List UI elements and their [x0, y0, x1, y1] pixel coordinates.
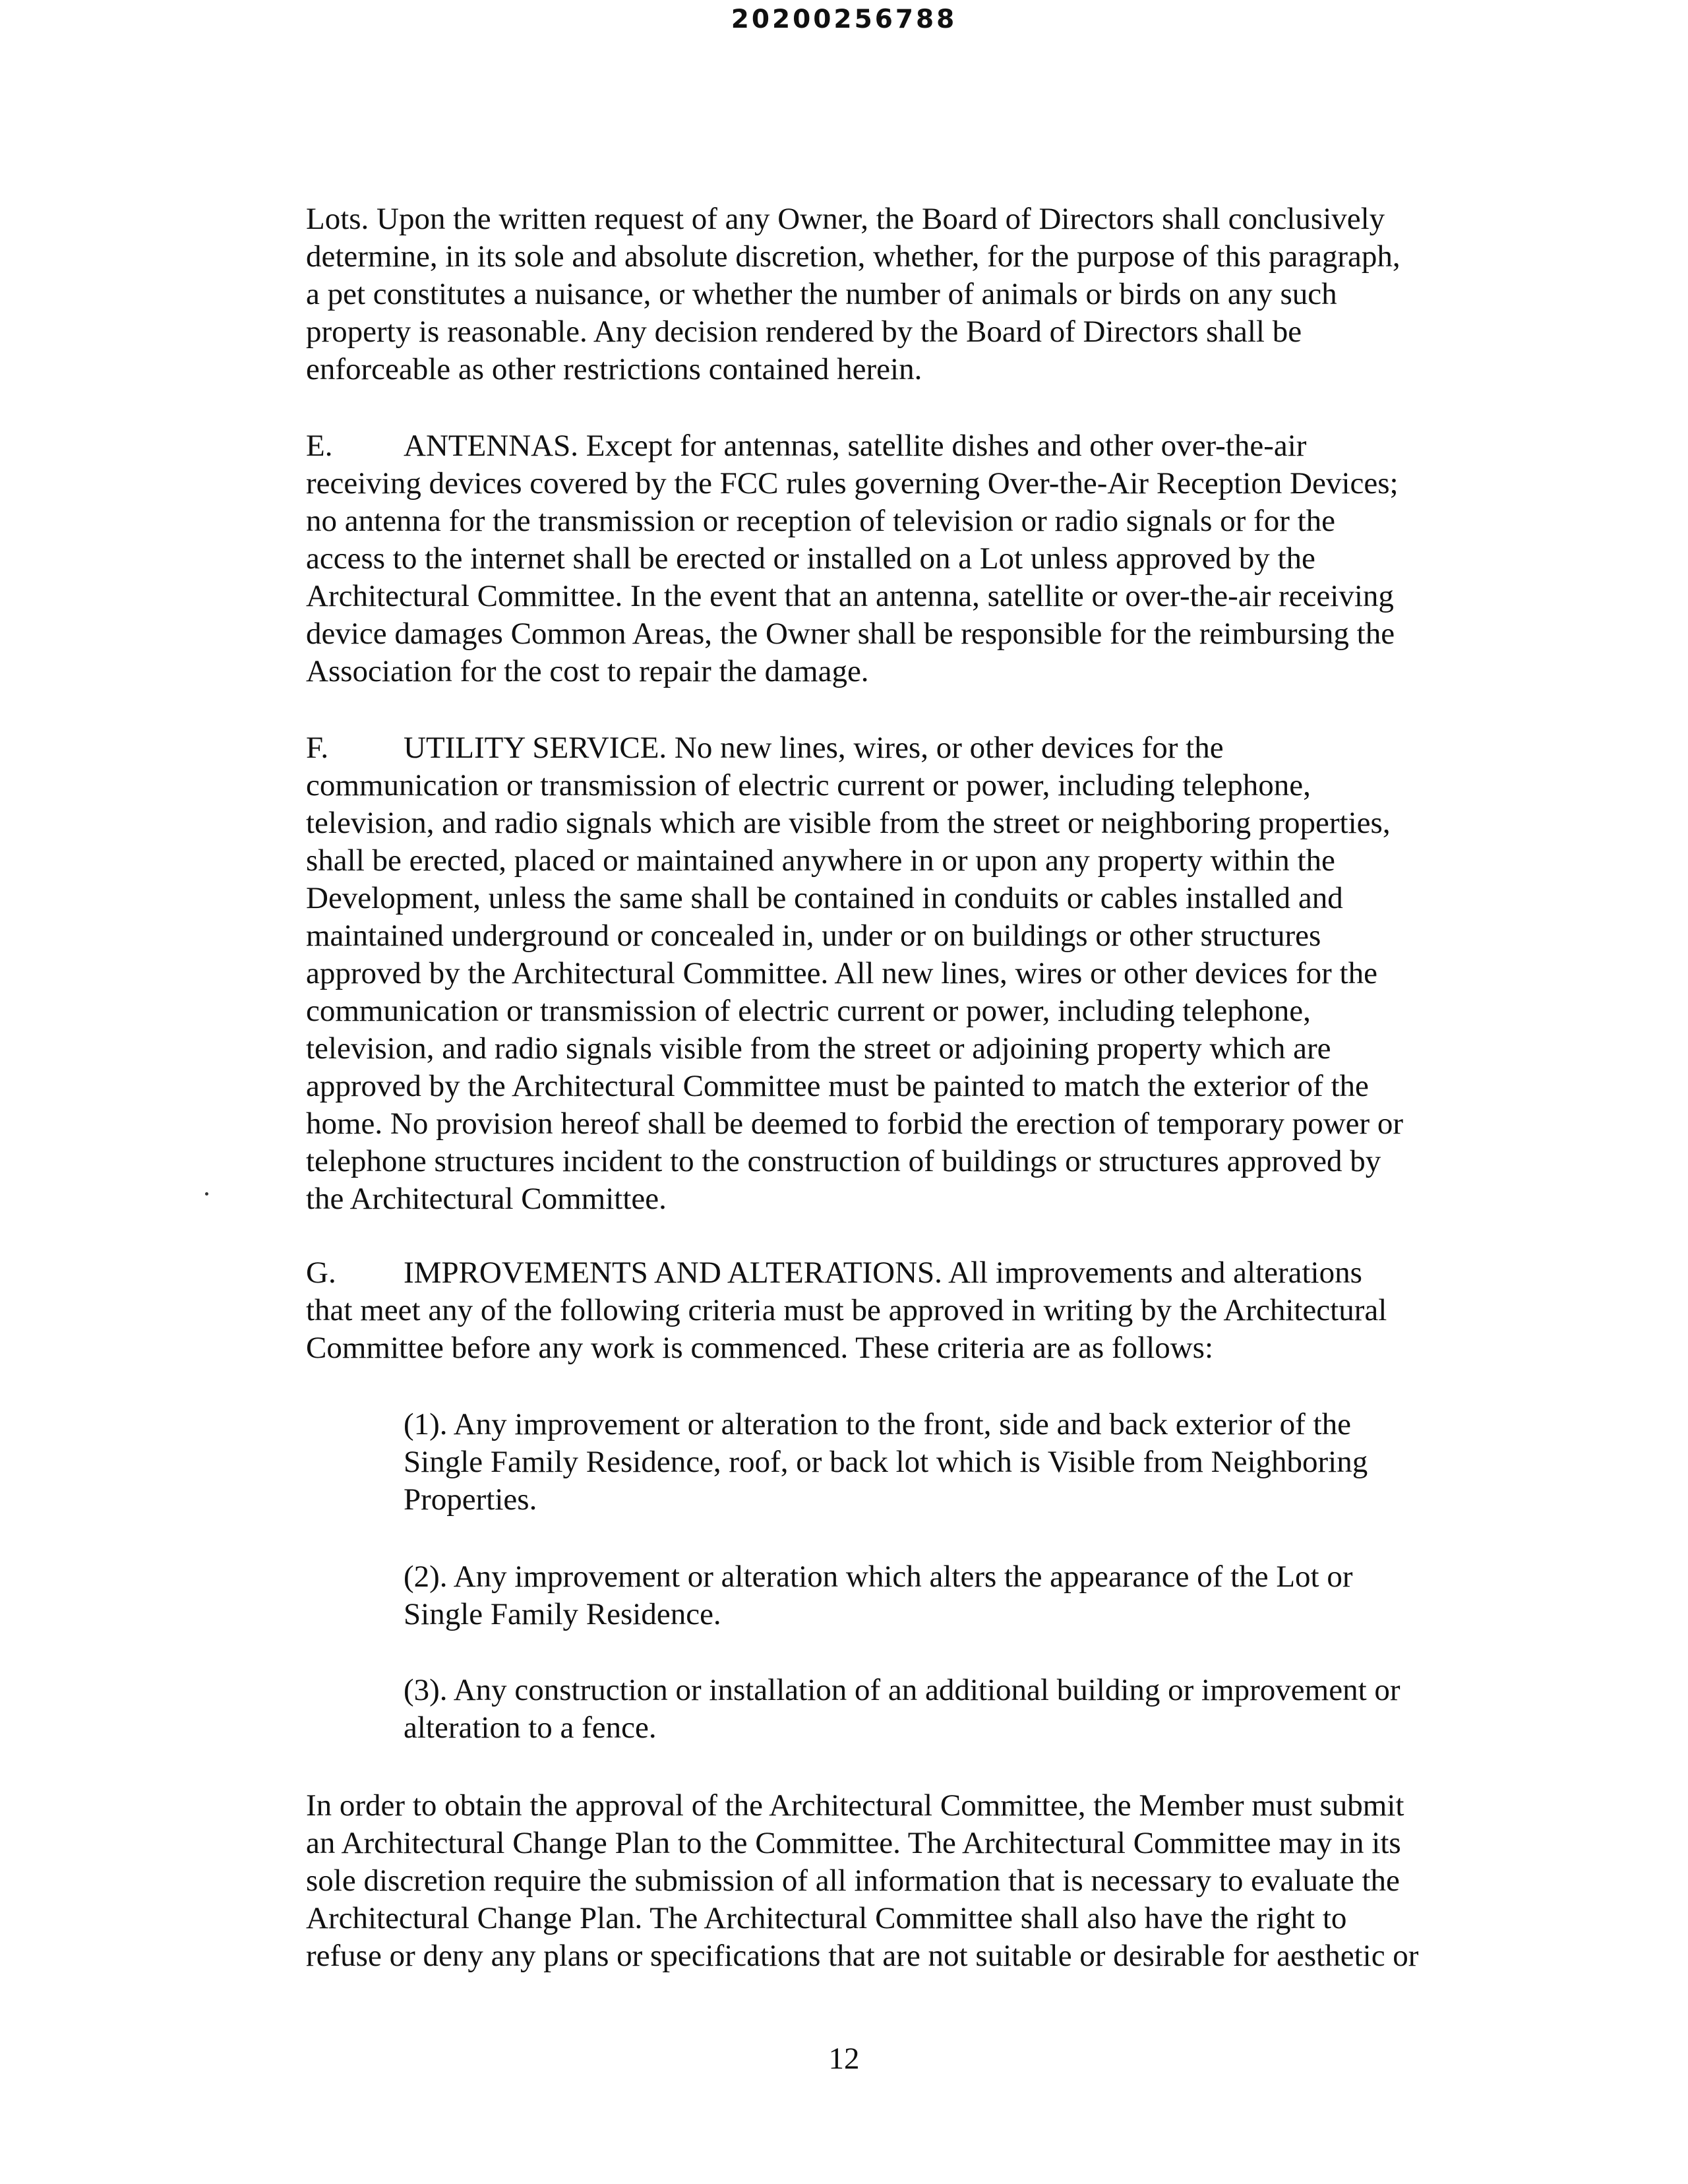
criterion-2: [404, 1558, 1610, 1633]
text-line: receiving devices covered by the FCC rules governing Over-the-Air Reception Devices;: [306, 466, 1399, 501]
criterion-1: [404, 1406, 1610, 1519]
paragraph-approval-process: [306, 1787, 1513, 1975]
paragraph-pets-continued: [306, 200, 1513, 388]
scan-speck: [205, 1192, 208, 1196]
text-line: communication or transmission of electric current or power, including telephone,: [306, 994, 1311, 1028]
text-line: television, and radio signals visible from the street or adjoining property which are: [306, 1031, 1331, 1066]
section-g-improvements: [306, 1254, 1513, 1367]
text-line: access to the internet shall be erected or installed on a Lot unless approved by the: [306, 541, 1315, 576]
text-line: determine, in its sole and absolute discretion, whether, for the purpose of this paragraph,: [306, 239, 1401, 274]
section-e-antennas: [306, 427, 1513, 690]
text-line: refuse or deny any plans or specifications that are not suitable or desirable for aesthetic or: [306, 1939, 1419, 1973]
section-f-utility-service: [306, 729, 1513, 1218]
text-line: Architectural Change Plan. The Architectural Committee shall also have the right to: [306, 1901, 1347, 1935]
text-line: telephone structures incident to the construction of buildings or structures approved by: [306, 1144, 1381, 1178]
section-heading-line: [306, 427, 1513, 465]
document-number: 20200256788: [731, 5, 957, 34]
section-first-line: IMPROVEMENTS AND ALTERATIONS. All improvements and alterations: [404, 1256, 1362, 1290]
section-first-line: ANTENNAS. Except for antennas, satellite dishes and other over-the-air: [404, 429, 1307, 463]
text-line: Properties.: [404, 1482, 537, 1517]
text-line: communication or transmission of electric current or power, including telephone,: [306, 768, 1311, 803]
text-line: Lots. Upon the written request of any Owner, the Board of Directors shall conclusively: [306, 202, 1385, 236]
text-line: (2). Any improvement or alteration which alters the appearance of the Lot or: [404, 1560, 1353, 1594]
text-line: home. No provision hereof shall be deemed to forbid the erection of temporary power or: [306, 1107, 1404, 1141]
text-line: a pet constitutes a nuisance, or whether the number of animals or birds on any such: [306, 277, 1337, 311]
text-line: maintained underground or concealed in, under or on buildings or other structures: [306, 919, 1321, 953]
section-letter: G.: [306, 1256, 336, 1290]
text-line: television, and radio signals which are visible from the street or neighboring properties,: [306, 806, 1391, 840]
criterion-3: [404, 1672, 1610, 1747]
text-line: the Architectural Committee.: [306, 1182, 667, 1216]
text-line: Single Family Residence.: [404, 1597, 721, 1631]
page-number: 12: [828, 2042, 860, 2076]
text-line: property is reasonable. Any decision rendered by the Board of Directors shall be: [306, 315, 1302, 349]
section-letter: E.: [306, 429, 333, 463]
text-line: an Architectural Change Plan to the Committee. The Architectural Committee may in its: [306, 1826, 1401, 1860]
text-line: sole discretion require the submission of all information that is necessary to evaluate the: [306, 1864, 1400, 1898]
text-line: Association for the cost to repair the damage.: [306, 654, 869, 688]
section-first-line: UTILITY SERVICE. No new lines, wires, or other devices for the: [404, 731, 1224, 765]
text-line: Development, unless the same shall be contained in conduits or cables installed and: [306, 881, 1343, 915]
text-line: Single Family Residence, roof, or back lot which is Visible from Neighboring: [404, 1445, 1368, 1479]
text-line: no antenna for the transmission or reception of television or radio signals or for the: [306, 504, 1336, 538]
text-line: that meet any of the following criteria must be approved in writing by the Architectural: [306, 1293, 1387, 1327]
text-line: alteration to a fence.: [404, 1711, 657, 1745]
text-line: approved by the Architectural Committee must be painted to match the exterior of the: [306, 1069, 1369, 1103]
section-heading-line: [306, 1254, 1513, 1292]
text-line: Committee before any work is commenced. These criteria are as follows:: [306, 1331, 1214, 1365]
text-line: enforceable as other restrictions contained herein.: [306, 352, 922, 386]
text-line: (1). Any improvement or alteration to the front, side and back exterior of the: [404, 1407, 1351, 1441]
text-line: shall be erected, placed or maintained anywhere in or upon any property within the: [306, 843, 1335, 878]
text-line: (3). Any construction or installation of an additional building or improvement or: [404, 1673, 1401, 1707]
text-line: approved by the Architectural Committee. All new lines, wires or other devices for the: [306, 956, 1377, 990]
text-line: device damages Common Areas, the Owner shall be responsible for the reimbursing the: [306, 617, 1395, 651]
text-line: Architectural Committee. In the event that an antenna, satellite or over-the-air receiving: [306, 579, 1394, 613]
section-letter: F.: [306, 731, 329, 765]
section-heading-line: [306, 729, 1513, 767]
text-line: In order to obtain the approval of the Architectural Committee, the Member must submit: [306, 1788, 1404, 1823]
